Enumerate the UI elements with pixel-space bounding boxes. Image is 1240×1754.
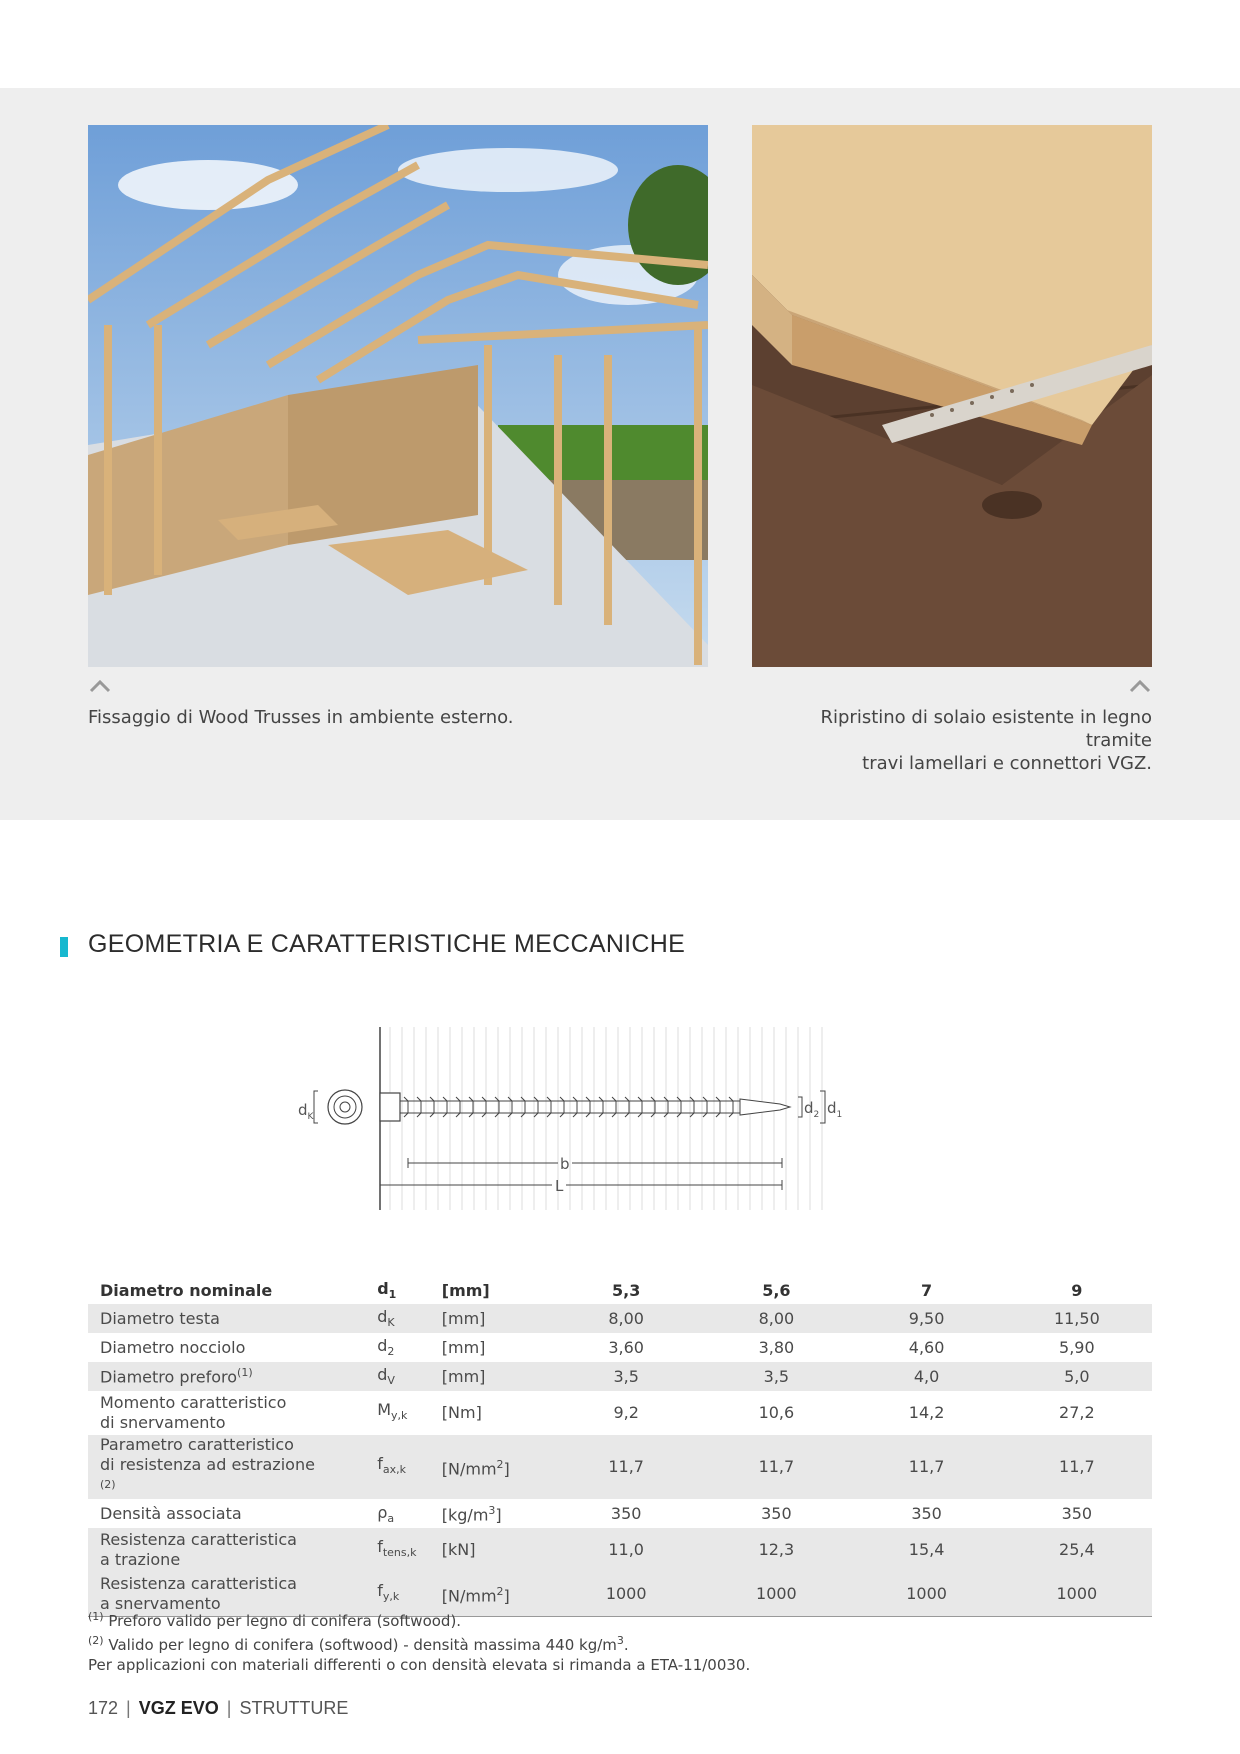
table-row [88,1304,1152,1333]
row-symbol: $d_2$ [377,1336,395,1359]
cell-value: 10,6 [758,1403,795,1422]
cell-value: 4,60 [908,1338,945,1357]
cell-value: 4,0 [851,1362,1001,1391]
page-footer [88,1698,348,1719]
caption-right [752,706,1152,775]
cell-value: 11,7 [701,1435,851,1499]
row-symbol: $d_V$ [377,1362,442,1391]
cell-value: 350 [610,1504,642,1524]
cell-value: 3,80 [758,1338,795,1357]
row-unit: [Nm] [441,1403,482,1422]
chevron-up-icon [88,678,112,694]
page-number: 172 [88,1698,119,1718]
row-symbol: $M_{y,k}$ [377,1399,408,1423]
caption-left: Fissaggio di Wood Trusses in ambiente esterno. [88,707,514,728]
footer-divider: | [226,1698,232,1718]
row-unit: [mm] [441,1338,486,1357]
row-label: Parametro caratteristico di resistenza ad estrazione $^{(2)}$ [88,1435,377,1499]
dk-label: $d_K$ [298,1101,314,1122]
table-row [88,1362,1152,1391]
cell-value: 1000 [551,1572,701,1617]
row-label: Diametro testa [88,1304,377,1333]
row-symbol: $\rho_a$ [377,1502,395,1525]
cell-value: 3,5 [551,1362,701,1391]
cell-value: 1000 [851,1572,1001,1617]
cell-value: 27,2 [1059,1403,1095,1422]
header-value: 5,6 [762,1280,791,1300]
row-symbol: $f_{y,k}$ [377,1572,442,1617]
L-label: L [555,1177,564,1195]
d2-label: $d_2$ [804,1099,820,1120]
row-unit: $[kg/m^3]$ [441,1503,502,1524]
cell-value: 8,00 [551,1304,701,1333]
header-value: 5,3 [612,1280,641,1300]
chevron-up-icon [1128,678,1152,694]
table-row [88,1435,1152,1499]
table-header-row [88,1276,1152,1304]
header-value: 9 [1071,1280,1083,1300]
photo-floor-restoration [752,125,1152,667]
row-label: Resistenza caratteristica a snervamento [88,1572,377,1617]
row-unit: [mm] [442,1304,551,1333]
row-unit: $[N/mm^2]$ [442,1572,551,1617]
row-label: Densità associata [100,1504,242,1524]
row-label: Diametro preforo$^{(1)}$ [88,1362,377,1391]
table-row [88,1333,1152,1362]
cell-value: 25,4 [1002,1528,1152,1572]
table-row [88,1499,1152,1528]
cell-value: 3,60 [608,1338,644,1357]
caption-right-line1: Ripristino di solaio esistente in legno tramite [820,707,1152,751]
cell-value: 9,2 [613,1403,639,1422]
footnote-2: $^{(2)}$ Valido per legno di conifera (softwood) - densità massima 440 $kg/m^3$. [88,1634,629,1654]
footer-section: STRUTTURE [239,1698,349,1718]
cell-value: 350 [1061,1504,1093,1524]
row-symbol: $f_{tens,k}$ [377,1528,442,1572]
cell-value: 12,3 [701,1528,851,1572]
row-label: Resistenza caratteristica a trazione [88,1528,377,1572]
footer-divider: | [126,1698,131,1718]
header-label: Diametro nominale [100,1280,273,1300]
cell-value: 11,7 [1002,1435,1152,1499]
row-unit: [mm] [442,1362,551,1391]
row-unit: $[N/mm^2]$ [442,1435,551,1499]
screw-head-icon [328,1090,362,1124]
header-symbol: $d_1$ [377,1278,397,1302]
header-unit: [mm] [441,1280,490,1300]
cell-value: 350 [761,1504,792,1524]
cell-value: 3,5 [701,1362,851,1391]
cell-value: 5,0 [1002,1362,1152,1391]
footnote-1: $^{(1)}$ Preforo valido per legno di conifera (softwood). [88,1610,462,1630]
table-row [88,1391,1152,1435]
row-symbol: $f_{ax,k}$ [377,1435,442,1499]
footnote-3: Per applicazioni con materiali differenti o con densità elevata si rimanda a ETA-11/0030. [88,1656,751,1674]
footer-brand: VGZ EVO [138,1698,219,1718]
cell-value: 1000 [701,1572,851,1617]
row-symbol: $d_K$ [377,1304,442,1333]
section-title: GEOMETRIA E CARATTERISTICHE MECCANICHE [88,930,686,958]
cell-value: 11,0 [551,1528,701,1572]
cell-value: 11,7 [551,1435,701,1499]
header-value: 7 [921,1280,933,1300]
caption-right-line2: travi lamellari e connettori VGZ. [862,753,1152,774]
row-unit: [kN] [442,1528,551,1572]
cell-value: 5,90 [1059,1338,1095,1357]
row-label: Momento caratteristico di snervamento [100,1393,287,1432]
cell-value: 14,2 [908,1403,945,1422]
cell-value: 9,50 [851,1304,1001,1333]
spec-table [88,1276,1152,1617]
table-row [88,1528,1152,1572]
cell-value: 15,4 [851,1528,1001,1572]
d1-label: $d_1$ [827,1099,843,1120]
cell-value: 8,00 [701,1304,851,1333]
b-label: b [560,1155,570,1173]
row-label: Diametro nocciolo [100,1338,246,1357]
cell-value: 350 [911,1504,942,1524]
cell-value: 11,50 [1002,1304,1152,1333]
footnotes [88,1607,750,1675]
photo-wood-trusses [88,125,708,667]
section-marker [60,937,68,957]
cell-value: 1000 [1002,1572,1152,1617]
cell-value: 11,7 [851,1435,1001,1499]
screw-diagram [290,1025,940,1215]
